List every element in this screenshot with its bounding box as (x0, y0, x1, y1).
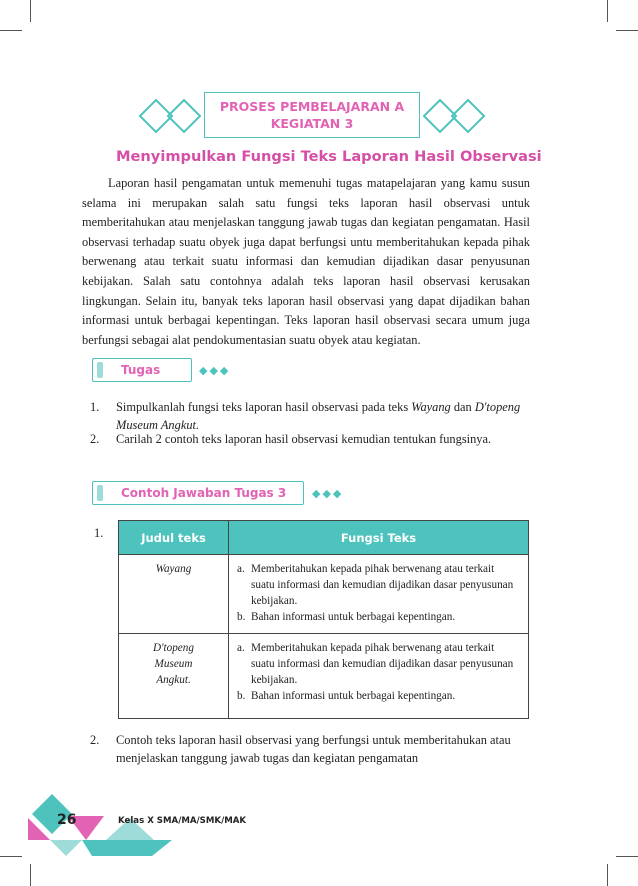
diamond-ornament-left-icon (136, 96, 206, 136)
table-cell-title (119, 555, 229, 634)
function-item-text: Bahan informasi untuk berbagai kepentingan. (251, 690, 456, 702)
tugas-label: Tugas (121, 363, 161, 377)
table-header-row (119, 521, 529, 555)
section-header-box (204, 92, 420, 138)
header-line-1: PROSES PEMBELAJARAN A (219, 99, 405, 114)
answer-table (118, 520, 529, 719)
tugas-item-em-museum: Museum Angkut. (116, 418, 200, 432)
triangle-markers-icon: ◆◆◆ (312, 487, 344, 500)
intro-paragraph-text: Laporan hasil pengamatan untuk memenuhi tugas matapelajaran yang kamu susun selama ini merupakan salah satu fungsi teks laporan hasil observasi untuk memberitahukan atau menjelaskan tanggung jawab tugas dan kegiatan pengamatan. Hasil observasi terhadap suatu obyek juga dapat berfungsi untu memberitahukan kepada pihak berwenang atau terkait suatu informasi dan kemudian dijadikan dasar penyusunan kebijakan. Salah satu contohnya adalah teks laporan hasil observasi kerusakan lingkungan. Selain itu, banyak teks laporan hasil observasi yang dapat dijadikan bahan informasi untuk berbagai kepentingan. Teks laporan hasil observasi secara umum juga berfungsi sebagai alat pendokumentasian suatu obyek atau kegiatan. (82, 176, 530, 347)
crop-mark (616, 30, 638, 31)
crop-mark (0, 856, 22, 857)
tugas-item-2 (90, 430, 540, 448)
table-row (119, 634, 529, 719)
book-title-footer: Kelas X SMA/MA/SMK/MAK (118, 816, 247, 826)
table-cell-title (119, 634, 229, 719)
table-row (119, 555, 529, 634)
tugas-tab (92, 358, 192, 382)
crop-mark (30, 864, 31, 886)
contoh-item-2 (90, 731, 540, 767)
crop-mark (0, 30, 22, 31)
crop-mark (607, 864, 608, 886)
function-item-label: b. (237, 611, 246, 623)
tugas-item-em-dtopeng: D'topeng (474, 400, 521, 414)
crop-mark (607, 0, 608, 22)
function-item-text: Memberitahukan kepada pihak berwenang atau terkait suatu informasi dan kemudian dijadikan dasar penyusunan kebijakan. (251, 642, 514, 686)
intro-paragraph (82, 174, 530, 350)
function-item (237, 640, 520, 688)
function-item-text: Memberitahukan kepada pihak berwenang atau terkait suatu informasi dan kemudian dijadikan dasar penyusunan kebijakan. (251, 563, 514, 607)
triangle-markers-icon: ◆◆◆ (199, 364, 231, 377)
function-item (237, 688, 520, 704)
function-item-label: a. (237, 642, 245, 654)
function-item (237, 609, 520, 625)
tugas-item-number: 2. (90, 432, 100, 446)
table-header-judul: Judul teks (119, 521, 229, 555)
page-number: 26 (57, 812, 77, 828)
contoh-item-2-line-2: menjelaskan tanggung jawab tugas dan kegiatan pengamatan (116, 751, 419, 765)
diamond-ornament-right-icon (418, 96, 488, 136)
function-item (237, 561, 520, 609)
crop-mark (30, 0, 31, 22)
contoh-item-1-number: 1. (94, 526, 104, 540)
contoh-item-2-number: 2. (90, 733, 100, 747)
row-title-line: Museum (154, 658, 193, 670)
contoh-jawaban-tab (92, 481, 304, 505)
tugas-item-text: Carilah 2 contoh teks laporan hasil observasi kemudian tentukan fungsinya. (116, 432, 492, 446)
section-heading: Menyimpulkan Fungsi Teks Laporan Hasil Observasi (116, 148, 542, 165)
row-title-line: D'topeng (153, 642, 194, 654)
tugas-item-text (116, 398, 520, 434)
header-line-2: KEGIATAN 3 (270, 116, 354, 131)
tugas-item-text-a: Simpulkanlah fungsi teks laporan hasil observasi pada teks (116, 400, 412, 414)
tugas-item-text-b: dan (450, 400, 475, 414)
table-cell-functions (229, 555, 529, 634)
function-item-label: b. (237, 690, 246, 702)
contoh-item-2-text (116, 731, 511, 767)
function-item-label: a. (237, 563, 245, 575)
crop-mark (616, 856, 638, 857)
function-item-text: Bahan informasi untuk berbagai kepentingan. (251, 611, 456, 623)
contoh-item-2-line-1: Contoh teks laporan hasil observasi yang berfungsi untuk memberitahukan atau (116, 733, 511, 747)
tugas-item-number: 1. (90, 400, 100, 414)
row-title-line: Angkut. (156, 674, 191, 686)
table-cell-functions (229, 634, 529, 719)
table-header-fungsi: Fungsi Teks (229, 521, 529, 555)
tugas-item-1 (90, 398, 540, 434)
tugas-item-em-wayang: Wayang (411, 400, 451, 414)
row-title-line: Wayang (155, 563, 192, 575)
contoh-jawaban-label: Contoh Jawaban Tugas 3 (121, 486, 287, 500)
